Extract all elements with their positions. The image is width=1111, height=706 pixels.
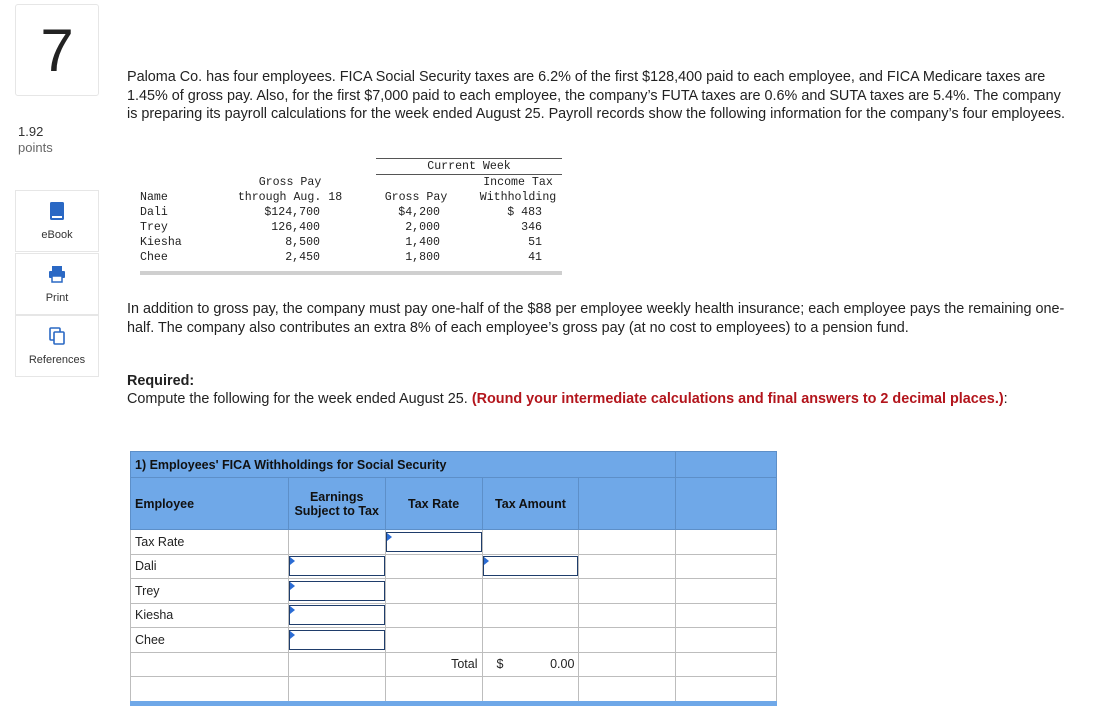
points-value: 1.92 xyxy=(18,124,44,139)
total-currency: $ xyxy=(496,657,504,672)
blank-cell xyxy=(385,554,482,579)
input-marker-icon xyxy=(290,631,295,639)
answer-table-header-row xyxy=(131,478,777,530)
answer-table xyxy=(130,451,777,702)
blank-cell xyxy=(676,579,777,604)
tax-rate-input[interactable] xyxy=(386,532,482,552)
input-marker-icon xyxy=(290,582,295,590)
col-tax-amount: Tax Amount xyxy=(482,478,579,530)
total-value-cell xyxy=(482,652,579,677)
payroll-table xyxy=(140,158,562,276)
blank-cell xyxy=(385,579,482,604)
blank-cell xyxy=(482,603,579,628)
references-icon xyxy=(49,326,65,346)
row-tax: $ 483 xyxy=(507,206,542,219)
ebook-label: eBook xyxy=(41,229,73,241)
row-label: Chee xyxy=(131,628,289,653)
table-row xyxy=(131,677,777,702)
input-marker-icon xyxy=(290,557,295,565)
row-through: 126,400 xyxy=(271,221,320,234)
table-row xyxy=(131,579,777,604)
blank-cell xyxy=(676,603,777,628)
references-button[interactable] xyxy=(15,315,99,377)
blank-cell xyxy=(676,628,777,653)
col-tax-2: Withholding xyxy=(479,191,557,204)
row-label: Dali xyxy=(131,554,289,579)
row-tax: 51 xyxy=(528,236,542,249)
required-colon: : xyxy=(1003,391,1008,407)
earnings-input-trey[interactable] xyxy=(289,581,385,601)
blank-cell xyxy=(579,554,676,579)
row-name: Trey xyxy=(140,221,168,234)
blank-cell xyxy=(288,530,385,555)
rounding-note: (Round your intermediate calculations and final answers to 2 decimal places.) xyxy=(471,391,1004,407)
blank-cell xyxy=(131,677,289,702)
row-tax: 346 xyxy=(521,221,542,234)
intro-text: Paloma Co. has four employees. FICA Social Security taxes are 6.2% of the first $128,400 paid to each employee, and FICA Medicare taxes are 1.45% of gross pay. Also, for the first $7,000 paid to each employee, the company’s FUTA taxes are 0.6% and SUTA taxes are 5.4%. The company is preparing its payroll calculations for the week ended August 25. Payroll records show the following information for the company’s four employees. xyxy=(127,69,1066,122)
blank-cell xyxy=(579,652,676,677)
row-name: Dali xyxy=(140,206,168,219)
row-name: Kiesha xyxy=(140,236,182,249)
required-section xyxy=(127,372,1067,408)
blank-cell xyxy=(579,677,676,702)
blank-cell xyxy=(385,628,482,653)
row-through: 2,450 xyxy=(285,251,320,264)
header-blank-cell xyxy=(676,478,777,530)
answer-table-title: 1) Employees' FICA Withholdings for Social Security xyxy=(131,452,676,478)
blank-cell xyxy=(482,677,579,702)
row-through: 8,500 xyxy=(285,236,320,249)
printer-icon xyxy=(48,264,66,284)
input-marker-icon xyxy=(484,557,489,565)
col-employee: Employee xyxy=(131,478,289,530)
tax-amount-cell xyxy=(482,554,579,579)
current-week-header: Current Week xyxy=(427,160,511,173)
required-text: Compute the following for the week ended August 25. xyxy=(127,391,468,407)
question-number: 7 xyxy=(15,4,99,96)
answer-table-title-row xyxy=(131,452,777,478)
blank-cell xyxy=(676,554,777,579)
table-row xyxy=(131,554,777,579)
print-label: Print xyxy=(45,292,69,304)
blank-cell xyxy=(676,652,777,677)
row-gross: 1,400 xyxy=(405,236,440,249)
row-label: Trey xyxy=(131,579,289,604)
addition-text: In addition to gross pay, the company must pay one-half of the $88 per employee weekly health insurance; each employee pays the remaining one-half. The company also contributes an extra 8% of each employee’s gross pay (at no cost to employees) to a pension fund. xyxy=(127,301,1065,336)
answer-table-bottom-bar xyxy=(130,701,777,706)
col-tax-rate: Tax Rate xyxy=(385,478,482,530)
table-row xyxy=(131,603,777,628)
blank-cell xyxy=(385,677,482,702)
earnings-input-kiesha[interactable] xyxy=(289,605,385,625)
ebook-button[interactable] xyxy=(15,190,99,252)
row-tax: 41 xyxy=(528,251,542,264)
blank-cell xyxy=(131,652,289,677)
points-label: points xyxy=(18,140,53,155)
current-week-rule xyxy=(376,174,562,175)
blank-cell xyxy=(579,579,676,604)
total-label: Total xyxy=(385,652,482,677)
print-button[interactable] xyxy=(15,253,99,315)
blank-cell xyxy=(482,628,579,653)
blank-cell xyxy=(482,579,579,604)
earnings-cell xyxy=(288,579,385,604)
col-earnings: Earnings Subject to Tax xyxy=(288,478,385,530)
col-tax-1: Income Tax xyxy=(483,176,553,189)
total-value: 0.00 xyxy=(550,657,575,672)
row-label: Kiesha xyxy=(131,603,289,628)
col-gross-through-2: through Aug. 18 xyxy=(237,191,343,204)
title-blank-cell xyxy=(676,452,777,478)
payroll-table-bottom-rule xyxy=(140,271,562,275)
input-marker-icon xyxy=(387,533,392,541)
references-label: References xyxy=(28,354,86,366)
tax-amount-input-dali[interactable] xyxy=(483,556,579,576)
col-gross-pay: Gross Pay xyxy=(384,191,448,204)
points-info xyxy=(18,124,53,156)
col-name: Name xyxy=(140,191,168,204)
total-row xyxy=(131,652,777,677)
blank-cell xyxy=(676,677,777,702)
row-gross: 2,000 xyxy=(405,221,440,234)
required-label: Required: xyxy=(127,373,195,389)
row-gross: $4,200 xyxy=(398,206,440,219)
blank-cell xyxy=(288,677,385,702)
blank-cell xyxy=(676,530,777,555)
blank-cell xyxy=(579,628,676,653)
earnings-cell xyxy=(288,628,385,653)
row-label: Tax Rate xyxy=(131,530,289,555)
blank-cell xyxy=(579,603,676,628)
row-name: Chee xyxy=(140,251,168,264)
row-gross: 1,800 xyxy=(405,251,440,264)
earnings-cell xyxy=(288,603,385,628)
blank-cell xyxy=(579,530,676,555)
earnings-input-chee[interactable] xyxy=(289,630,385,650)
blank-cell xyxy=(482,530,579,555)
col-gross-through-1: Gross Pay xyxy=(258,176,322,189)
row-through: $124,700 xyxy=(264,206,320,219)
current-week-rule-top xyxy=(376,158,562,159)
blank-cell xyxy=(385,603,482,628)
book-icon xyxy=(49,201,65,221)
blank-cell xyxy=(288,652,385,677)
earnings-cell xyxy=(288,554,385,579)
header-blank-cell xyxy=(579,478,676,530)
input-marker-icon xyxy=(290,606,295,614)
earnings-input-dali[interactable] xyxy=(289,556,385,576)
table-row xyxy=(131,530,777,555)
tax-rate-cell xyxy=(385,530,482,555)
table-row xyxy=(131,628,777,653)
